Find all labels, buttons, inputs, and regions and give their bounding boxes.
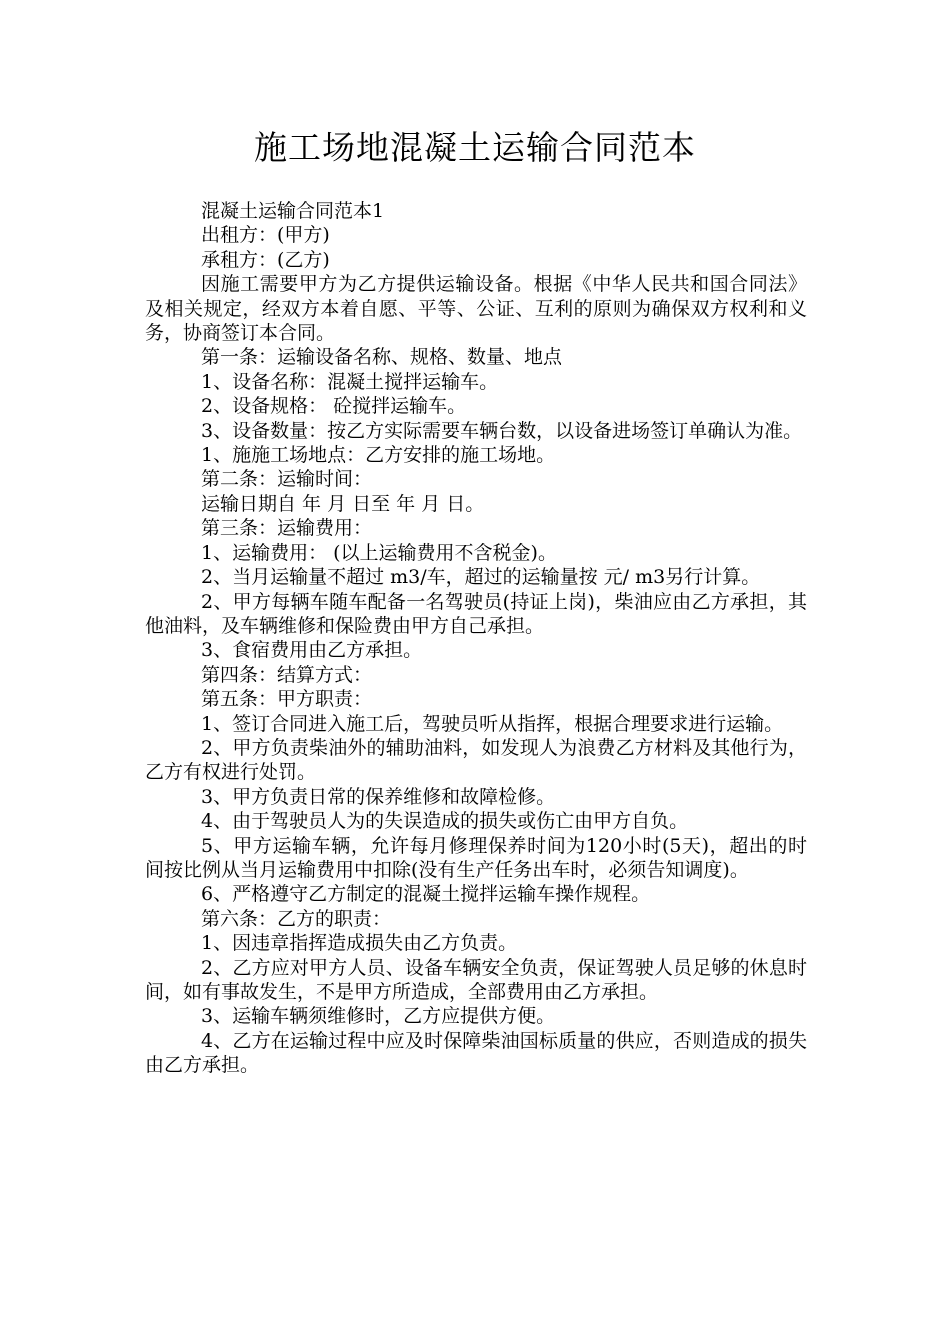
paragraph-equipment-quantity: 3、设备数量：按乙方实际需要车辆台数，以设备进场签订单确认为准。 [201,419,803,442]
paragraph-article-3: 第三条：运输费用： [201,517,373,540]
paragraph-equipment-spec: 2、设备规格： 砼搅拌运输车。 [201,395,467,418]
paragraph-article-5: 第五条：甲方职责： [201,688,373,711]
document-body [145,199,807,1078]
paragraph-monthly-volume: 2、当月运输量不超过 m3/车，超过的运输量按 元/ m3另行计算。 [201,566,761,589]
paragraph-a-duty-5: 5、甲方运输车辆，允许每月修理保养时间为120小时(5天)，超出的时间按比例从当月运输费用中扣除(没有生产任务出车时，必须告知调度)。 [145,834,807,881]
paragraph-a-duty-4: 4、由于驾驶员人为的失误造成的损失或伤亡由甲方自负。 [201,810,689,833]
paragraph-doc-subtitle: 混凝土运输合同范本1 [201,200,385,222]
paragraph-fee: 1、运输费用： (以上运输费用不含税金)。 [201,541,557,564]
paragraph-preamble: 因施工需要甲方为乙方提供运输设备。根据《中华人民共和国合同法》及相关规定，经双方本着自愿、平等、公证、互利的原则为确保双方权利和义务，协商签订本合同。 [145,273,807,345]
paragraph-b-duty-3: 3、运输车辆须维修时，乙方应提供方便。 [201,1005,556,1028]
paragraph-lessor: 出租方：(甲方) [201,224,330,247]
paragraph-lessee: 承租方：(乙方) [201,248,330,271]
paragraph-equipment-name: 1、设备名称：混凝土搅拌运输车。 [201,370,499,393]
document-title: 施工场地混凝土运输合同范本 [254,128,696,167]
paragraph-board: 3、食宿费用由乙方承担。 [201,639,423,662]
paragraph-driver: 2、甲方每辆车随车配备一名驾驶员(持证上岗)，柴油应由乙方承担，其他油料，及车辆维修和保险费由甲方自己承担。 [145,590,807,637]
paragraph-article-2: 第二条：运输时间： [201,468,373,491]
paragraph-article-1: 第一条：运输设备名称、规格、数量、地点 [201,346,563,369]
paragraph-a-duty-2: 2、甲方负责柴油外的辅助油料，如发现人为浪费乙方材料及其他行为，乙方有权进行处罚。 [145,736,807,784]
paragraph-b-duty-1: 1、因违章指挥造成损失由乙方负责。 [201,932,518,955]
paragraph-a-duty-6: 6、严格遵守乙方制定的混凝土搅拌运输车操作规程。 [201,883,651,906]
paragraph-b-duty-4: 4、乙方在运输过程中应及时保障柴油国标质量的供应，否则造成的损失由乙方承担。 [145,1029,807,1077]
paragraph-a-duty-3: 3、甲方负责日常的保养维修和故障检修。 [201,785,556,808]
paragraph-site-location: 1、施施工场地点：乙方安排的施工场地。 [201,444,556,467]
paragraph-transport-date: 运输日期自 年 月 日至 年 月 日。 [201,492,485,515]
paragraph-a-duty-1: 1、签订合同进入施工后，驾驶员听从指挥，根据合理要求进行运输。 [201,712,784,735]
paragraph-b-duty-2: 2、乙方应对甲方人员、设备车辆安全负责，保证驾驶人员足够的休息时间，如有事故发生，不是甲方所造成，全部费用由乙方承担。 [145,956,807,1003]
paragraph-article-6: 第六条：乙方的职责： [201,907,392,930]
paragraph-article-4: 第四条：结算方式： [201,663,373,686]
